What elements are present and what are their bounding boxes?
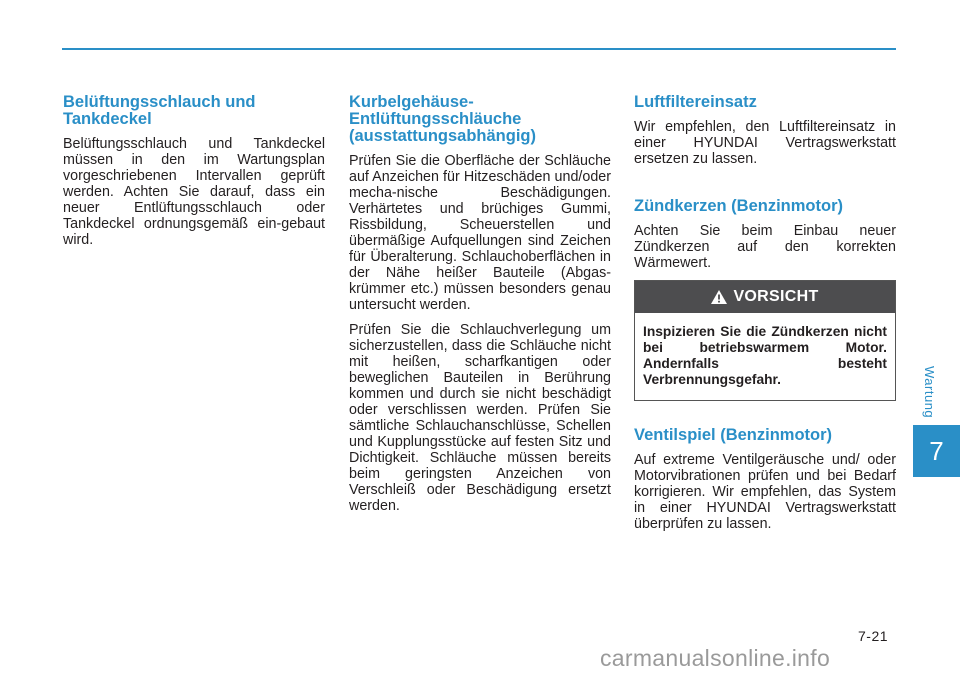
watermark: carmanualsonline.info xyxy=(600,645,831,671)
paragraph-luftfilter: Wir empfehlen, den Luftfiltereinsatz in einer HYUNDAI Vertragswerkstatt ersetzen zu lassen. xyxy=(634,119,896,167)
caution-title: VORSICHT xyxy=(733,288,819,305)
paragraph-belueftungsschlauch: Belüftungsschlauch und Tankdeckel müssen in den im Wartungsplan vorgeschriebenen Intervallen geprüft werden. Achten Sie darauf, dass ein neuer Entlüftungsschlauch oder Tankdeckel ordnungsgemäß ein-gebaut wird. xyxy=(63,136,325,248)
page-number: 7-21 xyxy=(858,628,889,644)
heading-kurbelgehaeuse: Kurbelgehäuse-Entlüftungsschläuche (ausstattungsabhängig) xyxy=(349,93,537,145)
paragraph-schlauchverlegung: Prüfen Sie die Schlauchverlegung um sicherzustellen, dass die Schläuche nicht mit heißen, scharfkantigen oder beweglichen Bauteilen in Berührung kommen und durch sie nicht beschädigt oder verschlissen werden. Prüfen Sie sämtliche Schlauchanschlüsse, Schellen und Kupplungsstücke auf festen Sitz und Dichtigkeit. Schläuche müssen bereits beim geringsten Anzeichen von Verschleiß oder Beschädigung ersetzt werden. xyxy=(349,322,611,514)
caution-box xyxy=(634,280,896,401)
chapter-tab: 7 xyxy=(913,425,960,477)
column-right xyxy=(634,94,896,541)
heading-belueftungsschlauch: Belüftungsschlauch und Tankdeckel xyxy=(63,93,256,128)
heading-luftfilter: Luftfiltereinsatz xyxy=(634,93,757,111)
paragraph-oberflaeche: Prüfen Sie die Oberfläche der Schläuche auf Anzeichen für Hitzeschäden und/oder mecha-nische Beschädigungen. Verhärtetes und brüchiges Gummi, Rissbildung, Scheuerstellen und übermäßige Aufquellungen sind Zeichen für Überalterung. Schlauchoberflächen in der Nähe heißer Bauteile (Abgas-krümmer etc.) müssen besonders genau untersucht werden. xyxy=(349,153,611,313)
warning-triangle-icon xyxy=(711,290,727,304)
paragraph-zuendkerzen: Achten Sie beim Einbau neuer Zündkerzen auf den korrekten Wärmewert. xyxy=(634,223,896,271)
caution-text: Inspizieren Sie die Zündkerzen nicht bei betriebswarmem Motor. Andernfalls besteht Verbrennungsgefahr. xyxy=(643,324,887,387)
section-label: Wartung xyxy=(922,366,937,419)
heading-ventilspiel: Ventilspiel (Benzinmotor) xyxy=(634,426,833,444)
column-middle xyxy=(349,94,611,523)
caution-header xyxy=(635,281,895,313)
column-left xyxy=(63,94,325,257)
paragraph-ventilspiel: Auf extreme Ventilgeräusche und/ oder Motorvibrationen prüfen und bei Bedarf korrigieren. Wir empfehlen, das System in einer HYUNDAI Vertragswerkstatt überprüfen zu lassen. xyxy=(634,452,896,532)
heading-zuendkerzen: Zündkerzen (Benzinmotor) xyxy=(634,197,843,215)
top-rule xyxy=(62,48,896,50)
